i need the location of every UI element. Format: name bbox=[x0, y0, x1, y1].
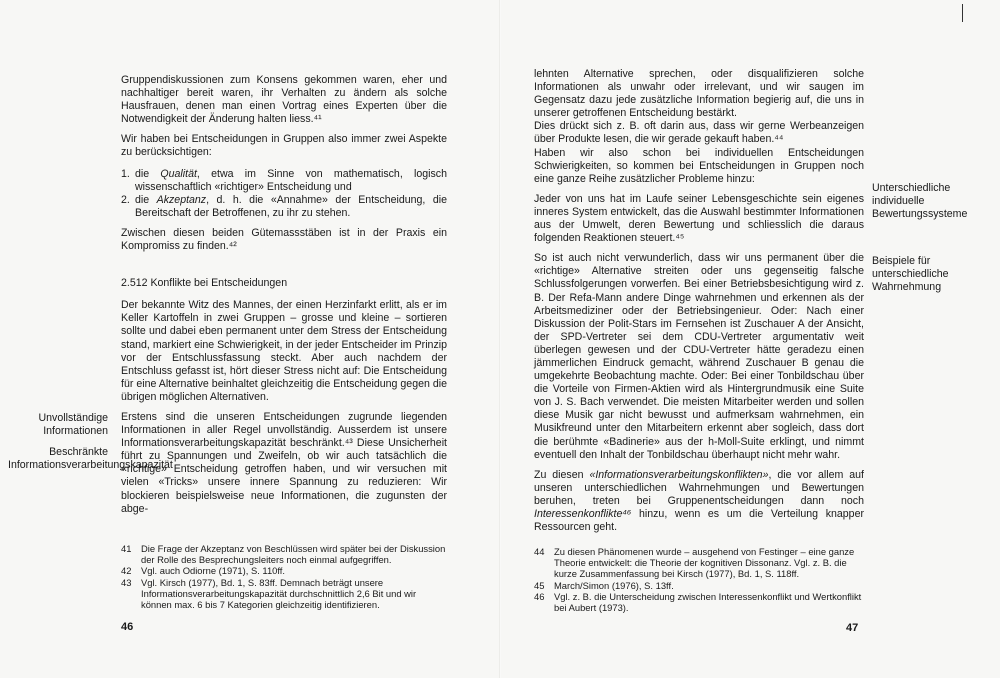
paragraph: lehnten Alternative sprechen, oder disqualifizieren solche Informationen als unwahr oder irrelevant, und wir saugen im Gegensatz dazu jede zusätzliche Information begierig auf, die uns in unserer getroffenen Entscheidung bestärkt. bbox=[534, 68, 864, 120]
list-text: die bbox=[135, 193, 157, 206]
footnote bbox=[121, 565, 449, 576]
text-run: hinzu, wenn es um die Verteilung knapper Ressourcen geht. bbox=[534, 508, 864, 534]
paragraph: So ist auch nicht verwunderlich, dass wir uns permanent über die «richtige» Alternative streiten oder uns gegenseitig falsche Schlussfolgerungen vorwerfen. Bei einer Betriebsbesichtigung wird z. B. Der Refa-Mann andere Dinge wahrnehmen und erkennen als der Arbeitsmediziner oder der Betriebsingenieur. Oder: Nach einer Diskussion der Polit-Stars im Fernsehen ist Zuschauer A der Ansicht, der SPD-Vertreter sei dem CDU-Vertreter argumentativ weit überlegen gewesen und der CDU-Vertreter hätte geradezu einen jämmerlichen Eindruck gemacht, während Zuschauer B genau die umgekehrte Beobachtung machte. Oder: Bei einer Tonbildschau über die Vorteile von Firmen-Aktien wird als Hintergrundmusik eine Suite von J. S. Bach verwendet. Die meisten Mitarbeiter werden und sollen diese Musik gar nicht bewusst und aufmerksam wahrnehmen, ein Musikfreund unter den Mitarbeitern erkennt aber sogleich, dass dort die berühmte «Badinerie» aus der h-Moll-Suite erklingt, und nimmt eventuell den Inhalt der Tonbildschau überhaupt nicht mehr wahr. bbox=[534, 252, 864, 461]
paragraph: Jeder von uns hat im Laufe seiner Lebensgeschichte sein eigenes inneres System entwickelt, das die Auswahl bestimmter Informationen aus der Umwelt, deren Bewertung und schliesslich die daraus folgenden Reaktionen steuert.⁴⁵ bbox=[534, 192, 864, 245]
footnote-text: Die Frage der Akzeptanz von Beschlüssen wird später bei der Diskussion der Rolle des Besprechungsleiters noch einmal aufgegriffen. bbox=[141, 543, 446, 566]
right-body-column bbox=[534, 68, 864, 541]
spacer bbox=[121, 160, 447, 168]
footnote-number: 46 bbox=[534, 590, 545, 602]
margin-note: Unterschiedliche individuelle Bewertungssysteme bbox=[872, 182, 968, 220]
page-edge-mark bbox=[962, 4, 963, 22]
paragraph: Erstens sind die unseren Entscheidungen zugrunde liegenden Informationen in aller Regel unvollständig. Ausserdem ist unsere Informationsverarbeitungskapazität beschränkt.⁴³ Diese Unsicherheit führt zu Spannungen und Zweifeln, ob wir auch tatsächlich die «richtige» Entscheidung getroffen haben, und wir versuchen mit vielen «Tricks» unsere innere Spannung zu reduzieren: Wir blockieren beispielsweise neue Informationen, die zugunsten der abge- bbox=[121, 410, 447, 515]
footnote-text: Zu diesen Phänomenen wurde – ausgehend von Festinger – eine ganze Theorie entwickelt: die Theorie der kognitiven Dissonanz. Vgl. z. B. die kurze Zusammenfassung bei Kirsch (1977), Bd. 1, S. 118ff. bbox=[554, 546, 855, 580]
footnote-number: 41 bbox=[121, 543, 132, 554]
paragraph: Wir haben bei Entscheidungen in Gruppen also immer zwei Aspekte zu berücksichtigen: bbox=[121, 133, 447, 159]
footnote-number: 42 bbox=[121, 565, 132, 577]
footnote-text: Vgl. Kirsch (1977), Bd. 1, S. 83ff. Demnach beträgt unsere Informationsverarbeitungskapazität durchschnittlich 2,6 Bit und wir können max. 6 bis 7 Kategorien gleichzeitig identifizieren. bbox=[141, 576, 417, 611]
paragraph: Gruppendiskussionen zum Konsens gekommen waren, eher und nachhaltiger bereit waren, ihr Verhalten zu ändern als solche Hausfrauen, denen man einen Vortrag eines Experten über die Notwendigkeit der Änderung halten liess.⁴¹ bbox=[121, 74, 447, 126]
footnote bbox=[534, 546, 864, 580]
list-text: , etwa im Sinne von mathematisch, logisch wissenschaftlich «richtiger» Entscheidung und bbox=[135, 167, 447, 193]
paragraph bbox=[534, 469, 864, 534]
footnote bbox=[534, 580, 864, 591]
list-item bbox=[121, 194, 447, 220]
footnote-number: 45 bbox=[534, 579, 545, 591]
paragraph: Der bekannte Witz des Mannes, der einen Herzinfarkt erlitt, als er im Keller Kartoffeln in zwei Gruppen – grosse und kleine – sortieren sollte und dabei eben permanent unter dem Stress der Entscheidung stand, markiert eine Schwierigkeit, in der jeder Entscheider im Prinzip vor der Entschlussfassung steckt. Aber auch nachdem der Entschluss gefasst ist, hört dieser Stress nicht auf: Die Entscheidung für eine Alternative beinhaltet gleichzeitig die Entscheidung gegen die übrigen möglichen Alternativen. bbox=[121, 299, 447, 403]
paragraph: Haben wir also schon bei individuellen Entscheidungen Schwierigkeiten, so kommen bei Entscheidungen in Gruppen noch eine ganze Reihe zusätzlicher Probleme hinzu: bbox=[534, 146, 864, 185]
footnote-text: Vgl. z. B. die Unterscheidung zwischen Interessenkonflikt und Wertkonflikt bei Aubert (1973). bbox=[554, 590, 862, 614]
footnote-text: March/Simon (1976), S. 13ff. bbox=[554, 579, 674, 591]
footnote-number: 44 bbox=[534, 546, 545, 557]
list-text: , d. h. die «Annahme» der Entscheidung, die Bereitschaft der Betroffenen, zu ihr zu stehen. bbox=[135, 193, 448, 219]
footnote-text: Vgl. auch Odiorne (1971), S. 110ff. bbox=[141, 565, 286, 577]
list-term: Akzeptanz bbox=[156, 193, 207, 206]
book-fold bbox=[499, 0, 501, 678]
left-body-column bbox=[121, 74, 447, 523]
right-footnotes bbox=[534, 546, 864, 613]
term: Interessenkonflikte⁴⁶ bbox=[534, 508, 632, 520]
text-run: Zu diesen bbox=[534, 468, 590, 481]
footnote bbox=[121, 543, 449, 565]
left-footnotes bbox=[121, 543, 449, 610]
aspects-list bbox=[121, 168, 447, 220]
list-number: 1. bbox=[121, 167, 130, 180]
list-item bbox=[121, 168, 447, 194]
margin-note: Beschränkte Informationsverarbeitungskapazität bbox=[8, 446, 173, 471]
paragraph: Zwischen diesen beiden Gütemassstäben ist in der Praxis ein Kompromiss zu finden.⁴² bbox=[121, 226, 447, 253]
list-text: die bbox=[135, 167, 161, 180]
section-heading: 2.512 Konflikte bei Entscheidungen bbox=[121, 277, 288, 290]
term: «Informationsverarbeitungskonflikten» bbox=[589, 468, 769, 481]
list-term: Qualität bbox=[160, 167, 197, 180]
list-number: 2. bbox=[121, 193, 130, 206]
margin-note: Unvollständige Informationen bbox=[38, 412, 108, 437]
paragraph: Dies drückt sich z. B. oft darin aus, dass wir gerne Werbeanzeigen über Produkte lesen, die wir gerade gekauft haben.⁴⁴ bbox=[534, 120, 864, 146]
margin-note: Beispiele für unterschiedliche Wahrnehmung bbox=[872, 255, 949, 293]
page-number: 46 bbox=[121, 621, 134, 633]
footnote-number: 43 bbox=[121, 576, 132, 588]
page-number: 47 bbox=[846, 622, 859, 634]
footnote bbox=[534, 591, 864, 613]
text-run: , die vor allem auf unseren unterschiedlichen Wahrnehmungen und Bewertungen beruhen, treten bei Gruppenentscheidungen dann noch bbox=[534, 468, 864, 507]
footnote bbox=[121, 577, 449, 611]
